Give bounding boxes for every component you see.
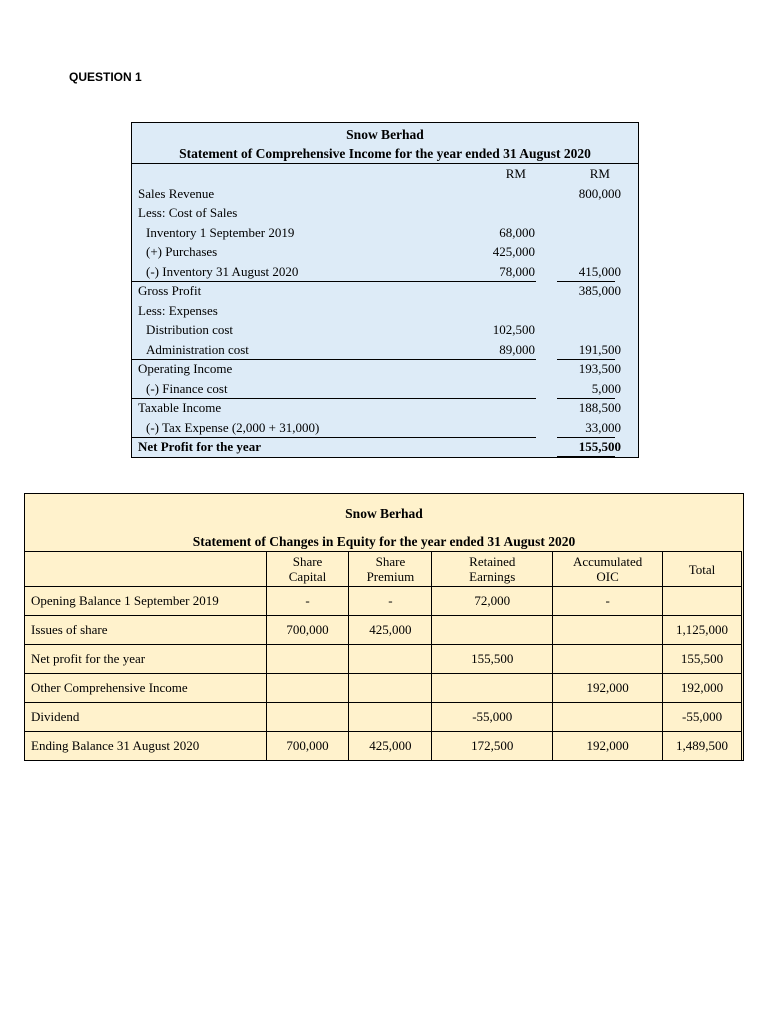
cell: 192,000 (553, 732, 663, 761)
row-label: Net profit for the year (25, 645, 267, 674)
cell: 425,000 (349, 732, 432, 761)
equity-table (24, 551, 742, 761)
row-label: Taxable Income (138, 400, 222, 415)
row-label: Sales Revenue (138, 186, 215, 201)
row-label: Distribution cost (146, 322, 234, 337)
header-retained-earnings: Retained Earnings (432, 552, 553, 587)
header-blank (25, 552, 267, 587)
header-share-premium: Share Premium (349, 552, 432, 587)
row-label: Gross Profit (138, 283, 202, 298)
income-row (132, 282, 638, 302)
row-label: Opening Balance 1 September 2019 (25, 587, 267, 616)
cell: 700,000 (266, 732, 349, 761)
cell: 1,125,000 (663, 616, 742, 645)
table-row (25, 674, 742, 703)
cell: 72,000 (432, 587, 553, 616)
header-accumulated-oic: Accumulated OIC (553, 552, 663, 587)
row-value-detail: 425,000 (492, 244, 535, 259)
income-statement (131, 122, 639, 458)
row-label: (-) Finance cost (146, 381, 228, 396)
row-value-total: 193,500 (578, 361, 621, 376)
income-company-name: Snow Berhad (346, 127, 424, 142)
header-total: Total (663, 552, 742, 587)
cell: 1,489,500 (663, 732, 742, 761)
row-label: Operating Income (138, 361, 233, 376)
cell: 700,000 (266, 616, 349, 645)
income-row (132, 263, 638, 283)
income-row (132, 224, 638, 244)
row-label: (-) Inventory 31 August 2020 (146, 264, 299, 279)
cell (266, 645, 349, 674)
row-label: Other Comprehensive Income (25, 674, 267, 703)
income-row (132, 399, 638, 419)
row-value-total: 191,500 (578, 342, 621, 357)
income-row-net-profit (132, 438, 638, 458)
row-value-total: 800,000 (578, 186, 621, 201)
row-value-total: 415,000 (578, 264, 621, 279)
cell (349, 645, 432, 674)
income-row (132, 341, 638, 361)
cell: -55,000 (663, 703, 742, 732)
cell: 172,500 (432, 732, 553, 761)
cell: 425,000 (349, 616, 432, 645)
income-row (132, 419, 638, 439)
cell: 192,000 (553, 674, 663, 703)
equity-company-name: Snow Berhad (345, 506, 423, 521)
row-value-total: 188,500 (578, 400, 621, 415)
equity-statement (24, 493, 744, 761)
cell (349, 674, 432, 703)
cell (553, 645, 663, 674)
table-row (25, 616, 742, 645)
table-row (25, 645, 742, 674)
row-label: Less: Expenses (138, 303, 218, 318)
question-heading: QUESTION 1 (69, 70, 142, 84)
table-row (25, 732, 742, 761)
row-label: Administration cost (146, 342, 249, 357)
equity-statement-title: Statement of Changes in Equity for the year ended 31 August 2020 (192, 534, 576, 549)
row-value-detail: 78,000 (499, 264, 535, 279)
cell (553, 703, 663, 732)
cell: - (266, 587, 349, 616)
cell (432, 674, 553, 703)
cell (663, 587, 742, 616)
row-value-total: 33,000 (585, 420, 621, 435)
row-label: Net Profit for the year (138, 439, 261, 454)
income-row (132, 302, 638, 322)
cell (266, 703, 349, 732)
row-value-detail: 102,500 (492, 322, 535, 337)
row-value-detail: 89,000 (499, 342, 535, 357)
income-row (132, 185, 638, 205)
cell (266, 674, 349, 703)
table-row (25, 703, 742, 732)
row-label: Ending Balance 31 August 2020 (25, 732, 267, 761)
cell (349, 703, 432, 732)
income-col1-header: RM (505, 166, 526, 181)
equity-header-row (25, 552, 742, 587)
cell: 192,000 (663, 674, 742, 703)
cell: 155,500 (432, 645, 553, 674)
income-col2-header: RM (589, 166, 610, 181)
row-label: (+) Purchases (146, 244, 218, 259)
table-row (25, 587, 742, 616)
row-label: (-) Tax Expense (2,000 + 31,000) (146, 420, 320, 435)
row-label: Dividend (25, 703, 267, 732)
cell: 155,500 (663, 645, 742, 674)
row-value-total: 155,500 (578, 439, 621, 454)
income-row (132, 321, 638, 341)
income-row (132, 380, 638, 400)
row-value-total: 385,000 (578, 283, 621, 298)
cell: - (349, 587, 432, 616)
cell (432, 616, 553, 645)
income-statement-title: Statement of Comprehensive Income for the year ended 31 August 2020 (179, 146, 591, 161)
row-label: Less: Cost of Sales (138, 205, 238, 220)
header-share-capital: Share Capital (266, 552, 349, 587)
cell: - (553, 587, 663, 616)
income-row (132, 360, 638, 380)
cell (553, 616, 663, 645)
cell: -55,000 (432, 703, 553, 732)
row-value-detail: 68,000 (499, 225, 535, 240)
row-label: Inventory 1 September 2019 (146, 225, 295, 240)
row-value-total: 5,000 (591, 381, 621, 396)
income-row (132, 243, 638, 263)
row-label: Issues of share (25, 616, 267, 645)
income-row (132, 204, 638, 224)
